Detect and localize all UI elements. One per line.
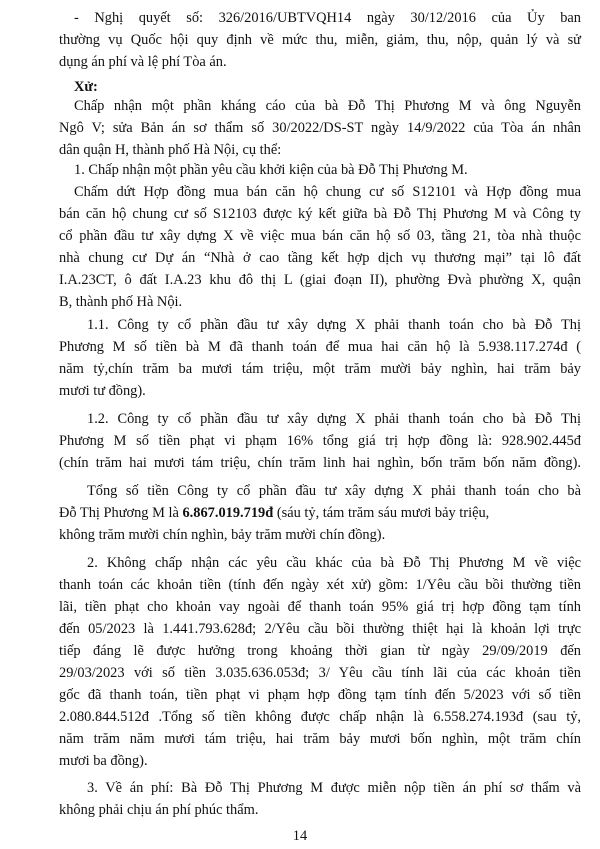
text-line: Chấm dứt Hợp đồng mua bán căn hộ chung cư số S12101 và Hợp đồng mua — [74, 184, 581, 200]
text-span: (sáu tỷ, tám trăm sáu mươi bảy triệu, — [273, 505, 490, 521]
text-line: lãi, tiền phạt cho khoản vay ngoài để thanh toán 95% giá trị hợp đồng tạm tính — [59, 599, 581, 615]
text-line: Chấp nhận một phần kháng cáo của bà Đỗ Thị Phương M và ông Nguyễn — [74, 98, 581, 114]
text-line: gốc đã thanh toán, tiền phạt vi phạm hợp đồng tạm tính đến 5/2023 với số tiền — [59, 687, 581, 703]
text-line: 1.1. Công ty cổ phần đầu tư xây dựng X phải thanh toán cho bà Đỗ Thị — [87, 317, 581, 333]
total-amount-line — [59, 503, 581, 523]
text-span: Đỗ Thị Phương M là — [59, 505, 183, 521]
text-line: mươi ba đồng). — [59, 753, 148, 769]
text-line: 2. Không chấp nhận các yêu cầu khác của bà Đỗ Thị Phương M về việc — [87, 555, 581, 571]
text-line: dân quận H, thành phố Hà Nội, cụ thể: — [59, 142, 282, 158]
text-line: B, thành phố Hà Nội. — [59, 294, 183, 310]
text-line: mươi tư đồng). — [59, 383, 146, 399]
text-line: - Nghị quyết số: 326/2016/UBTVQH14 ngày 30/12/2016 của Ủy ban — [74, 10, 581, 26]
text-line: 29/03/2023 với số tiền 3.035.636.053đ; 3/ Yêu cầu tính lãi của các khoản tiền — [59, 665, 581, 681]
text-line: Tổng số tiền Công ty cổ phần đầu tư xây dựng X phải thanh toán cho bà — [87, 483, 581, 499]
section-heading: Xử: — [74, 79, 98, 95]
text-line: bán căn hộ chung cư số S12103 được ký kết giữa bà Đỗ Thị Phương M và Công ty — [59, 206, 581, 222]
text-line: không phải chịu án phí phúc thẩm. — [59, 802, 259, 818]
text-line: thường vụ Quốc hội quy định về mức thu, miễn, giảm, thu, nộp, quản lý và sử — [59, 32, 581, 48]
page-number: 14 — [292, 828, 308, 844]
text-line: (chín trăm hai mươi tám triệu, chín trăm linh hai nghìn, bốn trăm bốn năm đồng). — [59, 455, 581, 471]
text-line: 1.2. Công ty cổ phần đầu tư xây dựng X phải thanh toán cho bà Đỗ Thị — [87, 411, 581, 427]
text-line: 3. Về án phí: Bà Đỗ Thị Phương M được miễn nộp tiền án phí sơ thẩm và — [87, 780, 581, 796]
text-line: không trăm mười chín nghìn, bảy trăm mười chín đồng). — [59, 527, 386, 543]
text-line: đến 05/2023 là 1.441.793.628đ; 2/Yêu cầu bồi thường thiệt hại là khoản lợi trực — [59, 621, 581, 637]
text-line: cổ phần đầu tư xây dựng X về việc mua bán căn hộ số 03, tầng 21, tòa nhà thuộc — [59, 228, 581, 244]
text-line: Phương M số tiền phạt vi phạm 16% tổng giá trị hợp đồng là: 928.902.445đ — [59, 433, 581, 449]
text-line: I.A.23CT, ô đất I.A.23 khu đô thị L (giai đoạn II), phường Đvà phường X, quận — [59, 272, 581, 288]
text-line: 2.080.844.512đ .Tổng số tiền không được chấp nhận là 6.558.274.193đ (sau tỷ, — [59, 709, 581, 725]
total-amount: 6.867.019.719đ — [182, 505, 274, 521]
text-line: Ngô V; sửa Bản án sơ thẩm số 30/2022/DS-ST ngày 14/9/2022 của Tòa án nhân — [59, 120, 581, 136]
text-line: tiếp đáng lẽ được hưởng trong khoảng thời gian từ ngày 29/09/2019 đến — [59, 643, 581, 659]
text-line: thanh toán các khoản tiền (tính đến ngày xét xử) gồm: 1/Yêu cầu bồi thường tiền — [59, 577, 581, 593]
text-line: năm trăm năm mươi tám triệu, hai trăm bảy mươi bốn nghìn, một trăm chín — [59, 731, 581, 747]
text-line: năm tỷ,chín trăm ba mươi tám triệu, một trăm mười bảy nghìn, hai trăm bảy — [59, 361, 581, 377]
text-line: dụng án phí và lệ phí Tòa án. — [59, 54, 227, 70]
text-line: Phương M số tiền bà M đã thanh toán để mua hai căn hộ là 5.938.117.274đ ( — [59, 339, 581, 355]
item-1: 1. Chấp nhận một phần yêu cầu khởi kiện của bà Đỗ Thị Phương M. — [74, 162, 468, 178]
text-line: nhà chung cư Dự án “Nhà ở cao tầng kết hợp dịch vụ thương mại” tại lô đất — [59, 250, 581, 266]
